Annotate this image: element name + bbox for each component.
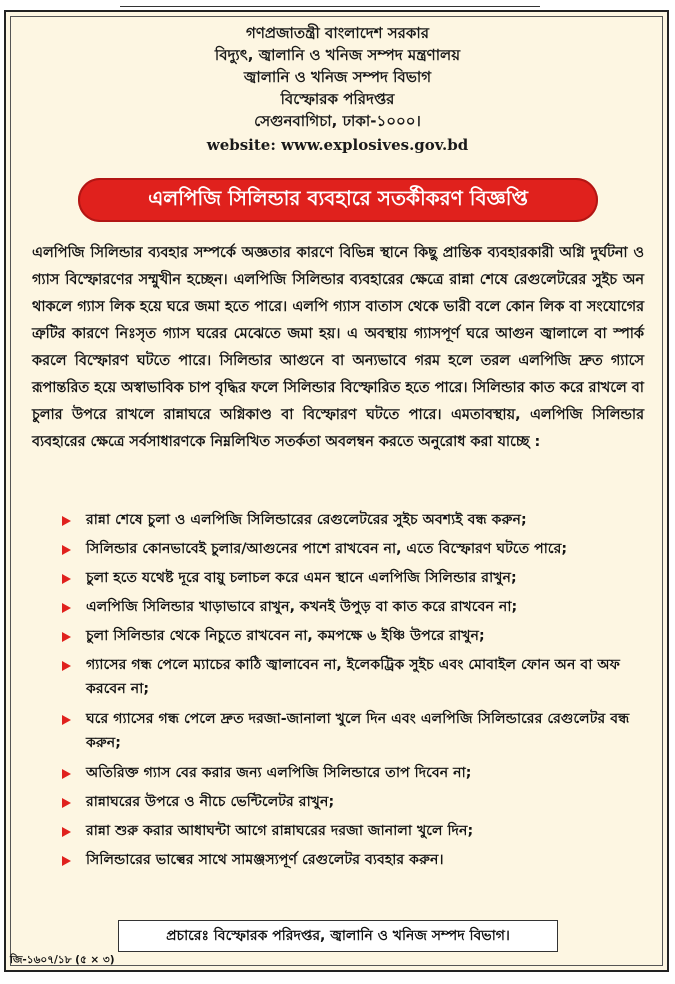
list-item-text: চুলা সিলিন্ডার থেকে নিচুতে রাখবেন না, কমপক্ষে ৬ ইঞ্চি উপরে রাখুন; — [86, 628, 485, 644]
list-item — [62, 566, 662, 590]
list-item-text: অতিরিক্ত গ্যাস বের করার জন্য এলপিজি সিলিন্ডারে তাপ দিবেন না; — [86, 765, 472, 781]
bullet-arrow-icon — [62, 827, 71, 837]
reference-code: জি-১৬০৭/১৮ (৫ × ৩) — [10, 954, 115, 966]
list-item-text: ঘরে গ্যাসের গন্ধ পেলে দ্রুত দরজা-জানালা খুলে দিন এবং এলপিজি সিলিন্ডারের রেগুলেটর বন্ধ করুন; — [86, 711, 630, 751]
bullet-arrow-icon — [62, 632, 71, 642]
header-website: website: www.explosives.gov.bd — [206, 136, 469, 154]
top-decorative-rule — [120, 0, 540, 7]
list-item — [62, 707, 662, 755]
bullet-arrow-icon — [62, 769, 71, 779]
list-item — [62, 848, 662, 872]
list-item-text: এলপিজি সিলিন্ডার খাড়াভাবে রাখুন, কখনই উপুড় বা কাত করে রাখবেন না; — [86, 599, 518, 615]
instruction-list — [62, 508, 662, 877]
notice-title — [78, 178, 598, 222]
header-department: বিস্ফোরক পরিদপ্তর — [280, 90, 395, 108]
header-address: সেগুনবাগিচা, ঢাকা-১০০০। — [254, 112, 421, 130]
header-division: জ্বালানি ও খনিজ সম্পদ বিভাগ — [243, 68, 432, 86]
list-item — [62, 624, 662, 648]
list-item-text: রান্না শুরু করার আধাঘন্টা আগে রান্নাঘরের দরজা জানালা খুলে দিন; — [86, 823, 474, 839]
bullet-arrow-icon — [62, 574, 71, 584]
bullet-arrow-icon — [62, 798, 71, 808]
list-item — [62, 790, 662, 814]
bullet-arrow-icon — [62, 661, 71, 671]
bullet-arrow-icon — [62, 856, 71, 866]
list-item — [62, 595, 662, 619]
bullet-arrow-icon — [62, 603, 71, 613]
bullet-arrow-icon — [62, 715, 71, 725]
list-item-text: সিলিন্ডারের ভাল্বের সাথে সামঞ্জস্যপূর্ণ রেগুলেটর ব্যবহার করুন। — [86, 852, 444, 868]
list-item-text: রান্নাঘরের উপরে ও নীচে ভেন্টিলেটর রাখুন; — [86, 794, 335, 810]
list-item — [62, 819, 662, 843]
bullet-arrow-icon — [62, 545, 71, 555]
publisher-footer — [118, 920, 558, 952]
list-item-text: গ্যাসের গন্ধ পেলে ম্যাচের কাঠি জ্বালাবেন না, ইলেকট্রিক সুইচ এবং মোবাইল ফোন অন বা অফ করবেন না; — [86, 657, 620, 697]
list-item — [62, 537, 662, 561]
publisher-text: প্রচারেঃ বিস্ফোরক পরিদপ্তর, জ্বালানি ও খনিজ সম্পদ বিভাগ। — [166, 928, 510, 944]
list-item-text: সিলিন্ডার কোনভাবেই চুলার/আগুনের পাশে রাখবেন না, এতে বিস্ফোরণ ঘটতে পারে; — [86, 541, 568, 557]
header-government: গণপ্রজাতন্ত্রী বাংলাদেশ সরকার — [246, 24, 429, 42]
list-item — [62, 508, 662, 532]
list-item — [62, 761, 662, 785]
header — [0, 22, 675, 156]
header-ministry: বিদ্যুৎ, জ্বালানি ও খনিজ সম্পদ মন্ত্রণালয় — [214, 46, 461, 64]
body-paragraph: এলপিজি সিলিন্ডার ব্যবহার সম্পর্কে অজ্ঞতার কারণে বিভিন্ন স্থানে কিছু প্রান্তিক ব্যবহারকারী অগ্নি দুর্ঘটনা ও গ্যাস বিস্ফোরণের সম্মুখীন হচ্ছেন। এলপিজি সিলিন্ডার ব্যবহারের ক্ষেত্রে রান্না শেষে রেগুলেটরের সুইচ অন থাকলে গ্যাস লিক হয়ে ঘরে জমা হতে পারে। এলপি গ্যাস বাতাস থেকে ভারী বলে কোন লিক বা সংযোগের ত্রুটির কারণে নিঃসৃত গ্যাস ঘরের মেঝেতে জমা হয়। এ অবস্থায় গ্যাসপূর্ণ ঘরে আগুন জ্বালালে বা স্পার্ক করলে বিস্ফোরণ ঘটতে পারে। সিলিন্ডার আগুনে বা অন্যভাবে গরম হলে তরল এলপিজি দ্রুত গ্যাসে রূপান্তরিত হয়ে অস্বাভাবিক চাপ বৃদ্ধির ফলে সিলিন্ডার বিস্ফোরিত হতে পারে। সিলিন্ডার কাত করে রাখলে বা চুলার উপরে রাখলে রান্নাঘরে অগ্নিকাণ্ড বা বিস্ফোরণ ঘটতে পারে। এমতাবস্থায়, এলপিজি সিলিন্ডার ব্যবহারের ক্ষেত্রে সর্বসাধারণকে নিম্নলিখিত সতর্কতা অবলম্বন করতে অনুরোধ করা যাচ্ছে : — [32, 245, 644, 450]
list-item — [62, 653, 662, 701]
list-item-text: চুলা হতে যথেষ্ট দূরে বায়ু চলাচল করে এমন স্থানে এলপিজি সিলিন্ডার রাখুন; — [86, 570, 517, 586]
notice-title-text: এলপিজি সিলিন্ডার ব্যবহারে সতর্কীকরণ বিজ্ঞপ্তি — [148, 185, 528, 210]
list-item-text: রান্না শেষে চুলা ও এলপিজি সিলিন্ডারের রেগুলেটরের সুইচ অবশ্যই বন্ধ করুন; — [86, 512, 527, 528]
bullet-arrow-icon — [62, 516, 71, 526]
